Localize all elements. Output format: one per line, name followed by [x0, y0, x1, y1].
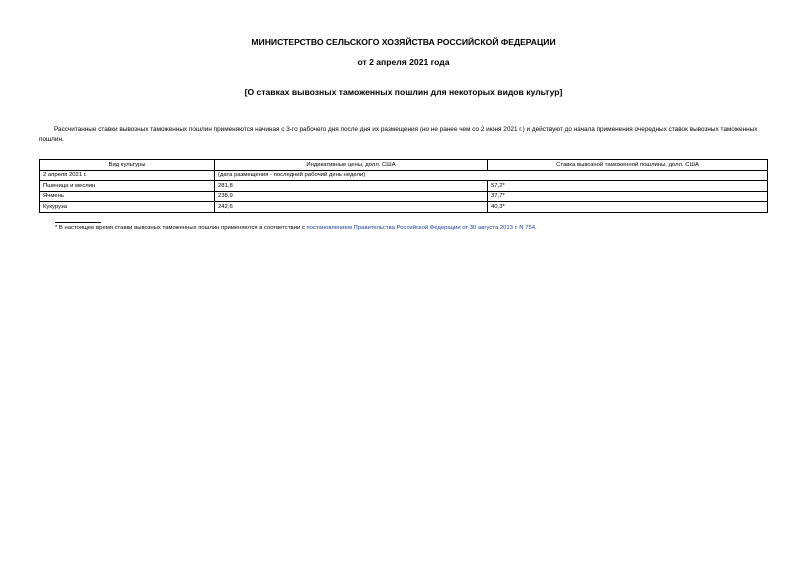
- document-subject: [О ставках вывозных таможенных пошлин для некоторых видов культур]: [244, 87, 563, 97]
- header-duty: Ставка вывозной таможенной пошлины, долл. США: [488, 160, 768, 171]
- table-row: [40, 191, 768, 202]
- price-cell: 238,9: [215, 191, 488, 202]
- duty-cell: 37,7*: [488, 191, 768, 202]
- ministry-title: МИНИСТЕРСТВО СЕЛЬСКОГО ХОЗЯЙСТВА РОССИЙСКОЙ ФЕДЕРАЦИИ: [251, 37, 556, 47]
- date-cell: 2 апреля 2021 г.: [40, 170, 215, 181]
- crop-cell: Кукуруза: [40, 202, 215, 213]
- footnote-text: * В настоящее время ставки вывозных таможенных пошлин применяются в соответствии с: [55, 225, 307, 231]
- table-header-row: [40, 160, 768, 171]
- header-crop: Вид культуры: [40, 160, 215, 171]
- crop-cell: Пшеница и меслин: [40, 181, 215, 192]
- footnote: [55, 225, 537, 231]
- document-date: от 2 апреля 2021 года: [357, 57, 450, 67]
- duty-rates-table: [39, 159, 768, 213]
- table-date-row: [40, 170, 768, 181]
- crop-cell: Ячмень: [40, 191, 215, 202]
- table-row: [40, 181, 768, 192]
- duty-cell: 57,2*: [488, 181, 768, 192]
- footnote-end: .: [535, 225, 537, 231]
- table-row: [40, 202, 768, 213]
- footnote-divider: [55, 222, 101, 223]
- price-cell: 281,8: [215, 181, 488, 192]
- duty-cell: 40,3*: [488, 202, 768, 213]
- header-price: Индикативные цены, долл. США: [215, 160, 488, 171]
- body-paragraph: Рассчитанные ставки вывозных таможенных пошлин применяются начиная с 3-го рабочего дня после дня их размещения (но не ранее чем со 2 июня 2021 г.) и действуют до начала применения очередных ставок вывозных таможенных пошлин.: [39, 126, 758, 143]
- price-cell: 242,6: [215, 202, 488, 213]
- date-note-cell: (дата размещения - последний рабочий день недели): [215, 170, 768, 181]
- footnote-link[interactable]: постановлением Правительства Российской Федерации от 30 августа 2013 г. N 754: [306, 225, 536, 231]
